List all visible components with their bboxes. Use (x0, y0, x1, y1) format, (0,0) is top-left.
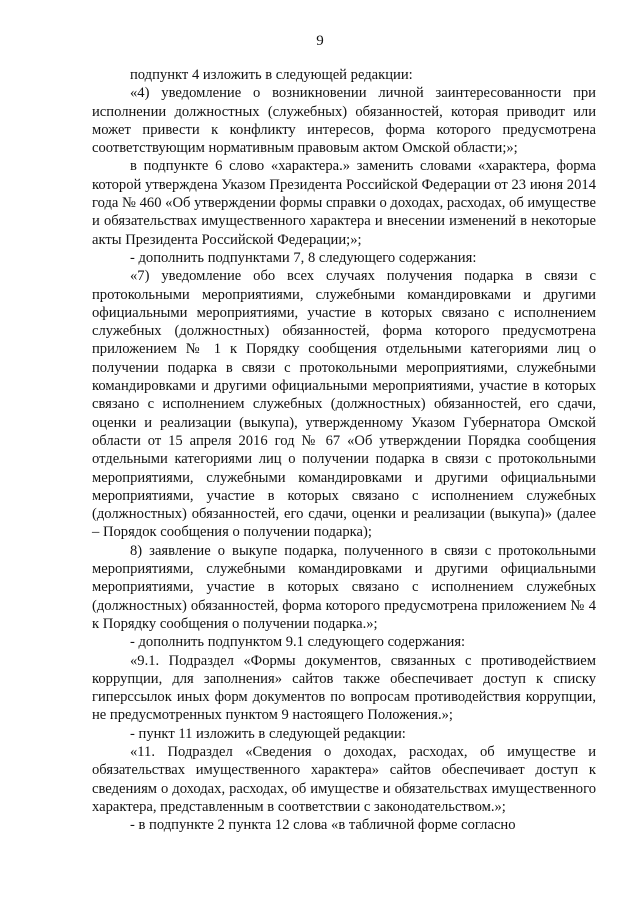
paragraph-item-12-change: - в подпункте 2 пункта 12 слова «в табличной форме согласно (130, 817, 516, 834)
paragraph-subitem-4-text: «4) уведомление о возникновении личной заинтересованности при исполнении должностных (служебных) обязанностей, которая приводит или может привести к конфликту интересов, форма которого предусмотрена соответствующим нормативным правовым актом Омской области;»; (92, 85, 596, 157)
paragraph-add-subitem-9-1: - дополнить подпунктом 9.1 следующего содержания: (130, 634, 466, 651)
paragraph-subitem-6-change: в подпункте 6 слово «характера.» заменить словами «характера, форма которой утверждена Указом Президента Российской Федерации от 23 июня 2014 года № 460 «Об утверждении формы справки о доходах, расходах, об имуществе и обязательствах имущественного характера и внесении изменений в некоторые акты Президента Российской Федерации;»; (92, 158, 596, 248)
paragraph-item-11-text: «11. Подраздел «Сведения о доходах, расходах, об имуществе и обязательствах имущественного характера» сайтов обеспечивает доступ к сведениям о доходах, расходах, об имуществе и обязательствах имущественного характера, представленным в соответствии с законодательством.»; (92, 743, 596, 815)
page-number: 9 (316, 33, 324, 49)
paragraph-subitem-8-text: 8) заявление о выкупе подарка, полученного в связи с протокольными мероприятиями, служебными командировками и другими официальными мероприятиями, участие в которых связано с исполнением служебных (должностных) обязанностей, форма которого предусмотрена приложением № 4 к Порядку сообщения о получении подарка.»; (92, 542, 596, 632)
paragraph-subitem-4-intro: подпункт 4 изложить в следующей редакции: (130, 67, 413, 83)
document-body (92, 66, 596, 834)
paragraph-subitem-7-text: «7) уведомление обо всех случаях получения подарка в связи с протокольными мероприятиями, служебными командировками и другими официальными мероприятиями, участие в которых связано с исполнением служебных (должностных) обязанностей, форма которого предусмотрена приложением № 1 к Порядку сообщения отдельными категориями лиц о получении подарка в связи с протокольными мероприятиями, служебными командировками и другими официальными мероприятиями, участие в которых связано с исполнением служебных (должностных) обязанностей, его сдачи, оценки и реализации (выкупа), утвержденному Указом Губернатора Омской области от 15 апреля 2016 год № 67 «Об утверждении Порядка сообщения отдельными категориями лиц о получении подарка в связи с протокольными мероприятиями, служебными командировками и другими официальными мероприятиями, участие в которых связано с исполнением служебных (должностных) обязанностей, его сдачи, оценки и реализации (выкупа)» (далее – Порядок сообщения о получении подарка); (92, 268, 596, 541)
paragraph-add-subitems-7-8: - дополнить подпунктами 7, 8 следующего содержания: (130, 249, 477, 266)
paragraph-subitem-9-1-text: «9.1. Подраздел «Формы документов, связанных с противодействием коррупции, для заполнения» сайтов также обеспечивает доступ к списку гиперссылок иных форм документов по вопросам противодействия коррупции, не предусмотренных пунктом 9 настоящего Положения.»; (92, 652, 596, 724)
paragraph-item-11-intro: - пункт 11 изложить в следующей редакции: (130, 725, 406, 742)
